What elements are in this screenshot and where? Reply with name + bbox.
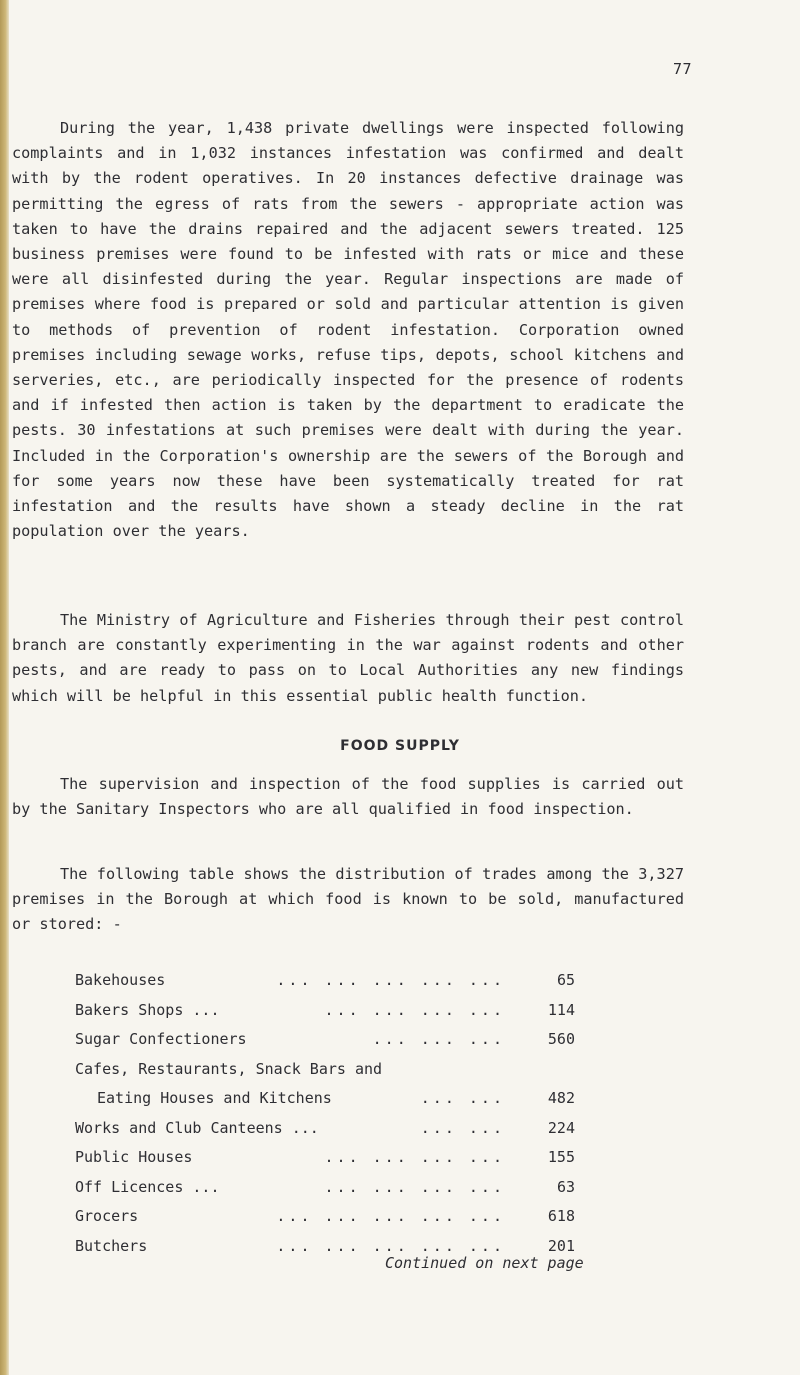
dot-leaders: ... ... ... ... (324, 1177, 505, 1196)
dot-leaders: ... ... ... ... (324, 1000, 505, 1019)
paragraph-table-intro (12, 862, 684, 938)
trade-count: 201 (547, 1236, 575, 1255)
trade-label: Bakehouses (75, 971, 166, 989)
trade-count: 65 (556, 971, 575, 989)
trade-label: Eating Houses and Kitchens (97, 1089, 332, 1107)
trade-row (75, 1084, 575, 1114)
trade-count: 63 (556, 1177, 575, 1196)
paragraph-rodent-control (12, 116, 684, 544)
trade-label: Sugar Confectioners (75, 1030, 247, 1048)
trade-row (75, 966, 575, 996)
dot-leaders: ... ... ... ... (324, 1148, 505, 1166)
trade-count: 618 (547, 1207, 575, 1225)
paragraph-supervision (12, 772, 684, 822)
paragraph-text: The following table shows the distribution of trades among the 3,327 premises in the Borough at which food is known to be sold, manufactured or stored: - (12, 865, 684, 934)
trade-count: 224 (547, 1118, 575, 1137)
trade-label: Bakers Shops ... (75, 1000, 220, 1019)
dot-leaders: ... ... ... (372, 1030, 505, 1048)
dot-leaders: ... ... ... ... ... (276, 971, 505, 989)
paragraph-ministry (12, 608, 684, 709)
trade-label: Grocers (75, 1207, 139, 1225)
dot-leaders: ... ... (420, 1118, 505, 1137)
paragraph-text: The supervision and inspection of the food supplies is carried out by the Sanitary Inspectors who are all qualified in food inspection. (12, 775, 684, 819)
paragraph-text: The Ministry of Agriculture and Fisheries through their pest control branch are constantly experimenting in the war against rodents and other pests, and are ready to pass on to Local Authorities any new findings which will be helpful in this essential public health function. (12, 611, 684, 705)
continued-note: Continued on next page (385, 1254, 584, 1272)
binding-edge (0, 0, 9, 1375)
trade-count: 560 (547, 1030, 575, 1048)
paragraph-text: During the year, 1,438 private dwellings were inspected following complaints and in 1,032 instances infestation was confirmed and dealt with by the rodent operatives. In 20 instances defective drainage was permitting the egress of rats from the sewers - appropriate action was taken to have the drains repaired and the adjacent sewers treated. 125 business premises were found to be infested with rats or mice and these were all disinfested during the year. Regular inspections are made of premises where food is prepared or sold and particular attention is given to methods of prevention of rodent infestation. Corporation owned premises including sewage works, refuse tips, depots, school kitchens and serveries, etc., are periodically inspected for the presence of rodents and if infested then action is taken by the department to eradicate the pests. 30 infestations at such premises were dealt with during the year. Included in the Corporation's ownership are the sewers of the Borough and for some years now these have been systematically treated for rat infestation and the results have shown a steady decline in the rat population over the years. (12, 119, 684, 541)
trade-label: Off Licences ... (75, 1177, 220, 1196)
trade-row (75, 996, 575, 1026)
trade-label: Cafes, Restaurants, Snack Bars and (75, 1059, 383, 1078)
trade-label: Works and Club Canteens ... (75, 1118, 319, 1137)
trade-row (75, 1173, 575, 1203)
trade-label: Public Houses (75, 1148, 193, 1166)
trade-row (75, 1025, 575, 1055)
trade-count: 482 (547, 1089, 575, 1107)
trade-row (75, 1143, 575, 1173)
trade-count: 114 (547, 1000, 575, 1019)
trades-table (75, 966, 575, 1261)
page-number: 77 (672, 60, 692, 78)
dot-leaders: ... ... ... ... ... (276, 1236, 505, 1255)
dot-leaders: ... ... (420, 1089, 505, 1107)
trade-count: 155 (547, 1148, 575, 1166)
trade-row (75, 1202, 575, 1232)
trade-row (75, 1114, 575, 1144)
trade-row (75, 1055, 575, 1085)
dot-leaders: ... ... ... ... ... (276, 1207, 505, 1225)
trade-label: Butchers (75, 1236, 148, 1255)
section-heading: FOOD SUPPLY (340, 738, 460, 754)
